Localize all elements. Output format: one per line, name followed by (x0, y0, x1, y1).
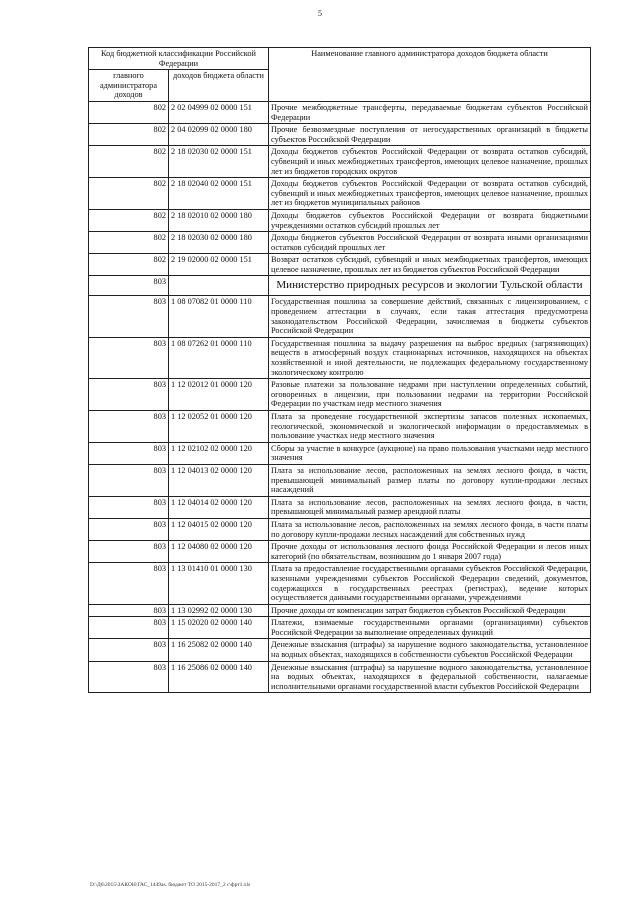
income-code-cell: 1 12 04013 02 0000 120 (169, 464, 269, 496)
income-code-cell: 1 15 02020 02 0000 140 (169, 617, 269, 639)
income-code-cell: 1 16 25082 02 0000 140 (169, 639, 269, 661)
income-name-cell: Прочие доходы от компенсации затрат бюджетов субъектов Российской Федерации (269, 604, 591, 617)
income-name-cell: Плата за использование лесов, расположенных на землях лесного фонда, в части, превышающей минимальный размер арендной платы (269, 496, 591, 518)
admin-code-cell: 803 (89, 296, 169, 337)
income-code-cell: 2 18 02030 02 0000 151 (169, 146, 269, 178)
table-row (89, 124, 591, 146)
income-code-cell: 2 04 02099 02 0000 180 (169, 124, 269, 146)
header-code-group: Код бюджетной классификации Российской Федерации (89, 48, 269, 70)
income-code-cell: 1 12 02052 01 0000 120 (169, 411, 269, 443)
table-row (89, 518, 591, 540)
admin-code-cell: 803 (89, 541, 169, 563)
income-code-cell: 1 08 07262 01 0000 110 (169, 337, 269, 378)
income-code-cell: 1 12 04015 02 0000 120 (169, 518, 269, 540)
table-row (89, 617, 591, 639)
income-name-cell: Прочие межбюджетные трансферты, передаваемые бюджетам субъектов Российской Федерации (269, 101, 591, 123)
table-row (89, 101, 591, 123)
admin-code-cell: 802 (89, 101, 169, 123)
income-name-cell: Плата за проведение государственной экспертизы запасов полезных ископаемых, геологической, экономической и экологической информации о предоставляемых в пользование участках недр местного значения (269, 411, 591, 443)
income-code-cell (169, 276, 269, 296)
admin-code-cell: 802 (89, 209, 169, 231)
income-code-cell: 2 19 02000 02 0000 151 (169, 254, 269, 276)
admin-code-cell: 803 (89, 661, 169, 693)
income-code-cell: 1 12 04014 02 0000 120 (169, 496, 269, 518)
income-name-cell: Государственная пошлина за совершение действий, связанных с лицензированием, с проведением аттестации в случаях, если такая аттестация предусмотрена законодательством Российской Федерации, зачисляемая в бюджеты субъектов Российской Федерации (269, 296, 591, 337)
admin-code-cell: 802 (89, 146, 169, 178)
admin-code-cell: 803 (89, 337, 169, 378)
admin-code-cell: 803 (89, 617, 169, 639)
income-name-cell: Денежные взыскания (штрафы) за нарушение водного законодательства, установленное на водных объектах, находящихся в собственности субъектов Российской Федерации (269, 639, 591, 661)
admin-code-cell: 803 (89, 276, 169, 296)
admin-code-cell: 803 (89, 411, 169, 443)
income-code-cell: 1 12 04080 02 0000 120 (169, 541, 269, 563)
income-name-cell: Доходы бюджетов субъектов Российской Федерации от возврата остатков субсидий, субвенций и иных межбюджетных трансфертов, имеющих целевое назначение, прошлых лет из бюджетов городских округов (269, 146, 591, 178)
admin-code-cell: 803 (89, 639, 169, 661)
income-code-cell: 1 08 07082 01 0000 110 (169, 296, 269, 337)
income-code-cell: 2 18 02040 02 0000 151 (169, 178, 269, 210)
income-name-cell: Сборы за участие в конкурсе (аукционе) на право пользования участками недр местного значения (269, 442, 591, 464)
header-income-column: доходов бюджета области (169, 70, 269, 102)
income-name-cell: Государственная пошлина за выдачу разрешения на выброс вредных (загрязняющих) веществ в атмосферный воздух стационарных источников, находящихся на объектах хозяйственной и иной деятельности, не подлежащих федеральному государственному экологическому контролю (269, 337, 591, 378)
section-title-cell: Министерство природных ресурсов и экологии Тульской области (269, 276, 591, 296)
table-row (89, 146, 591, 178)
table-row (89, 296, 591, 337)
table-row (89, 337, 591, 378)
table-row (89, 209, 591, 231)
admin-code-cell: 802 (89, 254, 169, 276)
income-name-cell: Доходы бюджетов субъектов Российской Федерации от возврата остатков субсидий, субвенций и иных межбюджетных трансфертов, имеющих целевое назначение, прошлых лет из бюджетов муниципальных районов (269, 178, 591, 210)
table-row (89, 411, 591, 443)
table-row (89, 442, 591, 464)
table-row (89, 379, 591, 411)
income-name-cell: Доходы бюджетов субъектов Российской Федерации от возврата иными организациями остатков субсидий прошлых лет (269, 232, 591, 254)
budget-classification-table (88, 47, 591, 693)
page-number: 5 (318, 9, 322, 18)
table-row (89, 496, 591, 518)
table-row (89, 661, 591, 693)
income-code-cell: 2 18 02010 02 0000 180 (169, 209, 269, 231)
income-code-cell: 2 02 04999 02 0000 151 (169, 101, 269, 123)
income-code-cell: 1 13 02992 02 0000 130 (169, 604, 269, 617)
admin-code-cell: 802 (89, 124, 169, 146)
header-admin-column: главного администратора доходов (89, 70, 169, 102)
income-name-cell: Плата за использование лесов, расположенных на землях лесного фонда, в части платы по договору купли-продажи лесных насаждений для собственных нужд (269, 518, 591, 540)
admin-code-cell: 802 (89, 232, 169, 254)
income-code-cell: 1 13 01410 01 0000 130 (169, 563, 269, 604)
admin-code-cell: 803 (89, 563, 169, 604)
table-row (89, 541, 591, 563)
admin-code-cell: 803 (89, 442, 169, 464)
income-name-cell: Платежи, взимаемые государственными органами (организациями) субъектов Российской Федерации за выполнение определенных функций (269, 617, 591, 639)
income-name-cell: Разовые платежи за пользование недрами при наступлении определенных событий, оговоренных в лицензии, при пользовании недрами на территории Российской Федерации по участкам недр местного значения (269, 379, 591, 411)
table-row (89, 563, 591, 604)
income-name-cell: Доходы бюджетов субъектов Российской Федерации от возврата бюджетными учреждениями остатков субсидий прошлых лет (269, 209, 591, 231)
income-name-cell: Плата за использование лесов, расположенных на землях лесного фонда, в части, превышающей минимальный размер платы по договору купли-продажи лесных насаждений (269, 464, 591, 496)
header-name-column: Наименование главного администратора доходов бюджета области (269, 48, 591, 102)
income-code-cell: 1 16 25086 02 0000 140 (169, 661, 269, 693)
table-row (89, 232, 591, 254)
admin-code-cell: 803 (89, 496, 169, 518)
income-code-cell: 1 12 02102 02 0000 120 (169, 442, 269, 464)
admin-code-cell: 803 (89, 379, 169, 411)
table-row (89, 178, 591, 210)
footer-file-path: D:\Д6\2015\ЗАКОН\ГАС_1449as. бюджет ТО 2015-2017_2 с\фрт1.xls (90, 882, 251, 888)
income-code-cell: 2 18 02030 02 0000 180 (169, 232, 269, 254)
income-code-cell: 1 12 02012 01 0000 120 (169, 379, 269, 411)
table-row (89, 604, 591, 617)
section-row (89, 276, 591, 296)
table-row (89, 464, 591, 496)
income-name-cell: Денежные взыскания (штрафы) за нарушение водного законодательства, установленное на водных объектах, находящихся в федеральной собственности, налагаемые исполнительными органами государственной власти субъектов Российской Федерации (269, 661, 591, 693)
admin-code-cell: 803 (89, 518, 169, 540)
income-name-cell: Прочие безвозмездные поступления от негосударственных организаций в бюджеты субъектов Российской Федерации (269, 124, 591, 146)
admin-code-cell: 803 (89, 464, 169, 496)
table-body (89, 101, 591, 692)
income-name-cell: Возврат остатков субсидий, субвенций и иных межбюджетных трансфертов, имеющих целевое назначение, прошлых лет из бюджетов субъектов Российской Федерации (269, 254, 591, 276)
admin-code-cell: 802 (89, 178, 169, 210)
admin-code-cell: 803 (89, 604, 169, 617)
income-name-cell: Прочие доходы от использования лесного фонда Российской Федерации и лесов иных категорий (по обязательствам, возникшим до 1 января 2007 года) (269, 541, 591, 563)
table-row (89, 639, 591, 661)
table-row (89, 254, 591, 276)
income-name-cell: Плата за предоставление государственными органами субъектов Российской Федерации, казенными учреждениями субъектов Российской Федерации сведений, документов, содержащихся в государственных реестрах (регистрах), ведение которых осуществляется данными государственными органами, учреждениями (269, 563, 591, 604)
